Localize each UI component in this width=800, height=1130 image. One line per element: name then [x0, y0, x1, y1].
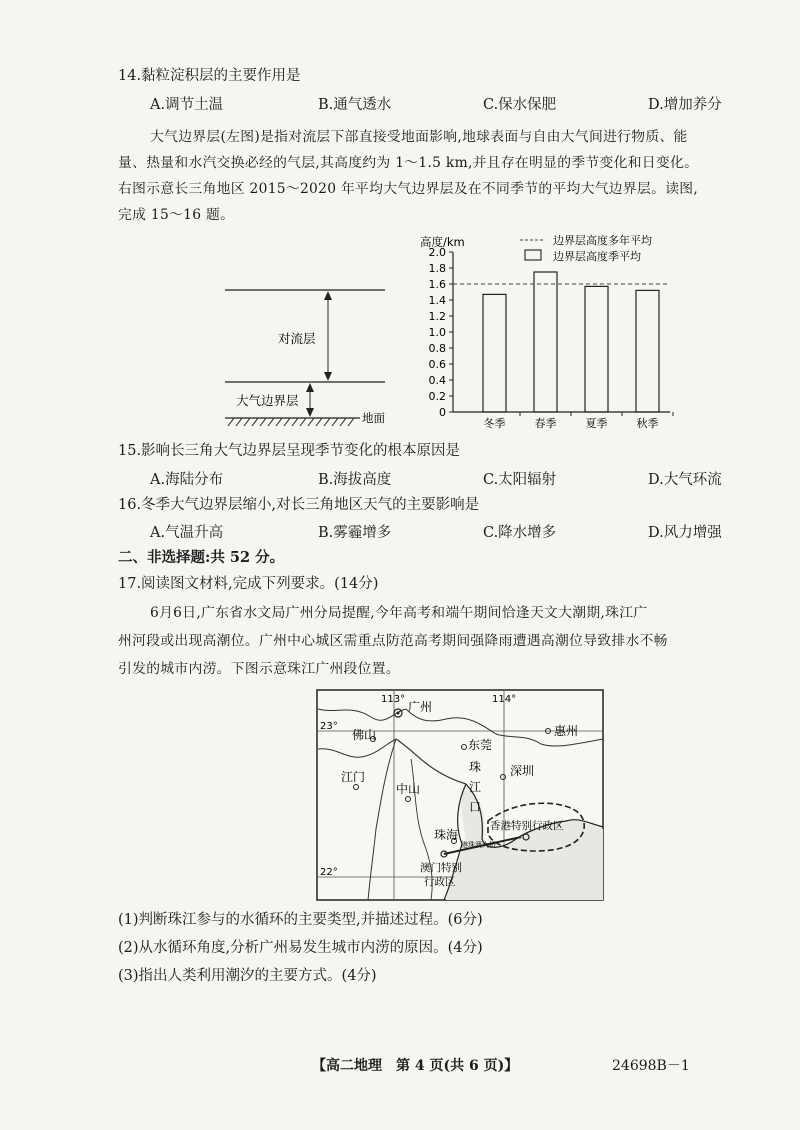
legend-bar-label: 边界层高度季平均	[553, 250, 641, 263]
zhujiang-label-2: 江	[469, 780, 482, 794]
q15-option-a: A.海陆分布	[150, 472, 224, 488]
intro-line-3: 右图示意长三角地区 2015～2020 年平均大气边界层及在不同季节的平均大气边界层。读图,	[118, 181, 699, 197]
bridge-label: 港珠澳大桥	[461, 841, 496, 849]
q14-option-c: C.保水保肥	[483, 97, 557, 113]
bar-1	[534, 272, 557, 412]
footer-page-info: 【高二地理 第 4 页(共 6 页)】	[312, 1058, 519, 1074]
q14-option-d: D.增加养分	[648, 97, 722, 113]
lon-113-label: 113°	[381, 694, 406, 705]
q17-stem: 17.阅读图文材料,完成下列要求。(14分)	[118, 576, 379, 592]
q15-option-d: D.大气环流	[648, 472, 722, 488]
troposphere-arrow	[324, 291, 332, 381]
x-category-label: 秋季	[636, 417, 659, 430]
intro-line-1: 大气边界层(左图)是指对流层下部直接受地面影响,地球表面与自由大气间进行物质、能	[150, 129, 688, 145]
y-tick-label: 1.6	[428, 278, 446, 291]
zhujiang-label-1: 珠	[469, 760, 482, 774]
legend-line-label: 边界层高度多年平均	[553, 234, 652, 247]
q17-sub-2: (2)从水循环角度,分析广州易发生城市内涝的原因。(4分)	[118, 940, 483, 956]
q14-option-b: B.通气透水	[318, 97, 392, 113]
guangzhou-label: 广州	[408, 700, 433, 714]
foshan-label: 佛山	[352, 728, 377, 742]
y-tick-label: 1.2	[428, 310, 446, 323]
huizhou-label: 惠州	[554, 724, 579, 738]
intro-line-4: 完成 15～16 题。	[118, 207, 235, 223]
q17-sub-1: (1)判断珠江参与的水循环的主要类型,并描述过程。(6分)	[118, 912, 483, 928]
macau-label-1: 澳门特别	[420, 862, 462, 874]
legend-bar-symbol	[525, 250, 541, 260]
y-tick-label: 0.2	[428, 390, 446, 403]
y-tick-label: 2.0	[428, 246, 446, 259]
q17-sub-3: (3)指出人类利用潮汐的主要方式。(4分)	[118, 968, 377, 984]
y-tick-label: 0	[439, 406, 446, 419]
section-2-heading: 二、非选择题:共 52 分。	[118, 549, 285, 566]
macau-label-2: 行政区	[424, 876, 456, 888]
ground-hatch	[228, 418, 354, 426]
y-tick-label: 1.0	[428, 326, 446, 339]
zhongshan-label: 中山	[396, 782, 421, 796]
chart-ylabel: 高度/km	[420, 235, 465, 249]
shenzhen-label: 深圳	[510, 764, 535, 778]
y-tick-label: 0.4	[428, 374, 446, 387]
guangzhou-marker-dot	[397, 712, 400, 715]
x-category-label: 冬季	[483, 417, 506, 430]
x-category-label: 春季	[534, 417, 557, 430]
pearl-river-map	[316, 689, 604, 901]
dongguan-label: 东莞	[468, 738, 493, 752]
ground-label: 地面	[362, 411, 385, 425]
boundary-arrow	[306, 383, 314, 417]
q16-option-c: C.降水增多	[483, 525, 557, 541]
boundary-layer-diagram	[220, 275, 410, 435]
q15-option-c: C.太阳辐射	[483, 472, 557, 488]
troposphere-label: 对流层	[278, 331, 316, 346]
q14-option-a: A.调节土温	[150, 97, 224, 113]
boundary-height-chart	[415, 232, 715, 437]
q16-option-d: D.风力增强	[648, 525, 722, 541]
q17-para-line-3: 引发的城市内涝。下图示意珠江广州段位置。	[118, 661, 400, 677]
y-tick-label: 1.4	[428, 294, 446, 307]
y-tick-label: 1.8	[428, 262, 446, 275]
footer-code: 24698B－1	[612, 1058, 690, 1074]
q17-para-line-2: 州河段或出现高潮位。广州中心城区需重点防范高考期间强降雨遭遇高潮位导致排水不畅	[118, 633, 668, 649]
lat-22-label: 22°	[320, 867, 338, 878]
bar-0	[483, 294, 506, 412]
q17-para-line-1: 6月6日,广东省水文局广州分局提醒,今年高考和端午期间恰逢天文大潮期,珠江广	[150, 605, 648, 621]
q16-stem: 16.冬季大气边界层缩小,对长三角地区天气的主要影响是	[118, 497, 480, 513]
intro-line-2: 量、热量和水汽交换必经的气层,其高度约为 1～1.5 km,并且存在明显的季节变化和日变化。	[118, 155, 699, 171]
q14-stem: 14.黏粒淀积层的主要作用是	[118, 68, 301, 84]
lat-23-label: 23°	[320, 721, 338, 732]
zhuhai-label: 珠海	[434, 828, 459, 842]
q15-option-b: B.海拔高度	[318, 472, 392, 488]
q16-option-a: A.气温升高	[150, 525, 224, 541]
boundary-layer-label: 大气边界层	[236, 393, 299, 408]
lon-114-label: 114°	[492, 694, 517, 705]
hongkong-label: 香港特别行政区	[490, 820, 564, 832]
jiangmen-label: 江门	[341, 770, 366, 784]
q15-stem: 15.影响长三角大气边界层呈现季节变化的根本原因是	[118, 443, 461, 459]
q16-option-b: B.雾霾增多	[318, 525, 392, 541]
zhujiang-label-3: 口	[469, 800, 482, 814]
x-category-label: 夏季	[585, 417, 608, 430]
bar-3	[636, 290, 659, 412]
bar-2	[585, 286, 608, 412]
y-tick-label: 0.6	[428, 358, 446, 371]
y-tick-label: 0.8	[428, 342, 446, 355]
